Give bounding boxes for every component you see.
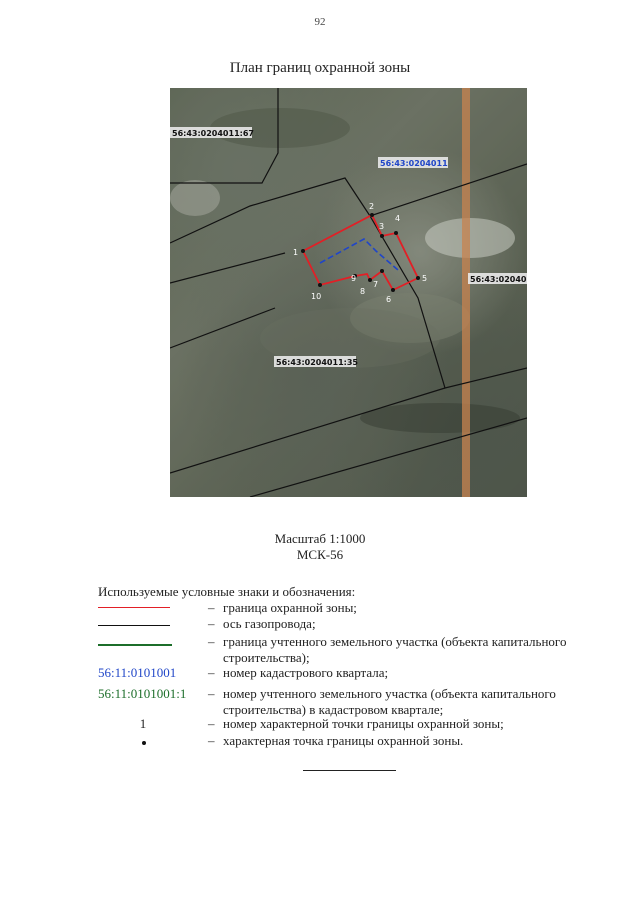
legend-row-point-number bbox=[98, 716, 598, 732]
green-line-symbol bbox=[98, 644, 172, 646]
point-label-2: 2 bbox=[369, 202, 375, 211]
parcel-label-02040: 56:43:02040 bbox=[470, 275, 527, 284]
legend-dash: – bbox=[208, 686, 215, 701]
legend-row-quarter bbox=[98, 665, 598, 681]
point-label-1: 1 bbox=[293, 248, 299, 257]
legend-dash: – bbox=[208, 665, 215, 680]
legend-row-gas-axis bbox=[98, 616, 598, 632]
legend-text: ось газопровода; bbox=[223, 616, 316, 631]
point-label-4: 4 bbox=[395, 214, 401, 223]
legend-text: граница охранной зоны; bbox=[223, 600, 357, 615]
point-number-symbol: 1 bbox=[139, 716, 147, 731]
separator-line bbox=[303, 770, 396, 771]
legend-dash: – bbox=[208, 716, 215, 731]
point-label-8: 8 bbox=[360, 287, 366, 296]
legend-text: номер кадастрового квартала; bbox=[223, 665, 389, 680]
legend-dash: – bbox=[208, 634, 215, 649]
legend-dash: – bbox=[208, 600, 215, 615]
legend-text: номер учтенного земельного участка (объекта капитального строительства) в кадастровом квартале; bbox=[223, 686, 556, 717]
red-line-symbol bbox=[98, 607, 170, 608]
legend-row-parcel-boundary bbox=[98, 634, 598, 666]
point-label-7: 7 bbox=[373, 280, 379, 289]
legend-text: характерная точка границы охранной зоны. bbox=[223, 733, 464, 748]
cadastral-map bbox=[170, 88, 527, 497]
legend-text: номер характерной точки границы охранной зоны; bbox=[223, 716, 504, 731]
map-overlay bbox=[170, 88, 527, 497]
point-label-3: 3 bbox=[379, 222, 385, 231]
parcel-label-35: 56:43:0204011:35 bbox=[276, 358, 358, 367]
legend-heading: Используемые условные знаки и обозначения: bbox=[98, 584, 356, 599]
legend-row-point bbox=[98, 733, 598, 749]
point-label-6: 6 bbox=[386, 295, 392, 304]
crs-caption: МСК-56 bbox=[296, 547, 344, 562]
quarter-label-0204011: 56:43:0204011 bbox=[380, 159, 448, 168]
parcel-number-symbol: 56:11:0101001:1 bbox=[98, 686, 187, 701]
point-label-10: 10 bbox=[311, 292, 322, 301]
legend-row-parcel-number bbox=[98, 686, 598, 718]
parcel-label-67: 56:43:0204011:67 bbox=[172, 129, 254, 138]
point-label-9: 9 bbox=[351, 274, 357, 283]
legend-dash: – bbox=[208, 616, 215, 631]
legend-dash: – bbox=[208, 733, 215, 748]
point-label-5: 5 bbox=[422, 274, 428, 283]
page-title: План границ охранной зоны bbox=[229, 60, 411, 76]
legend-text: граница учтенного земельного участка (объекта капитального строительства); bbox=[223, 634, 567, 665]
dot-symbol bbox=[142, 741, 146, 745]
black-line-symbol bbox=[98, 625, 170, 626]
legend-row-boundary bbox=[98, 600, 598, 616]
page-number: 92 bbox=[314, 16, 326, 28]
scale-caption: Масштаб 1:1000 bbox=[274, 531, 366, 546]
quarter-number-symbol: 56:11:0101001 bbox=[98, 665, 177, 680]
